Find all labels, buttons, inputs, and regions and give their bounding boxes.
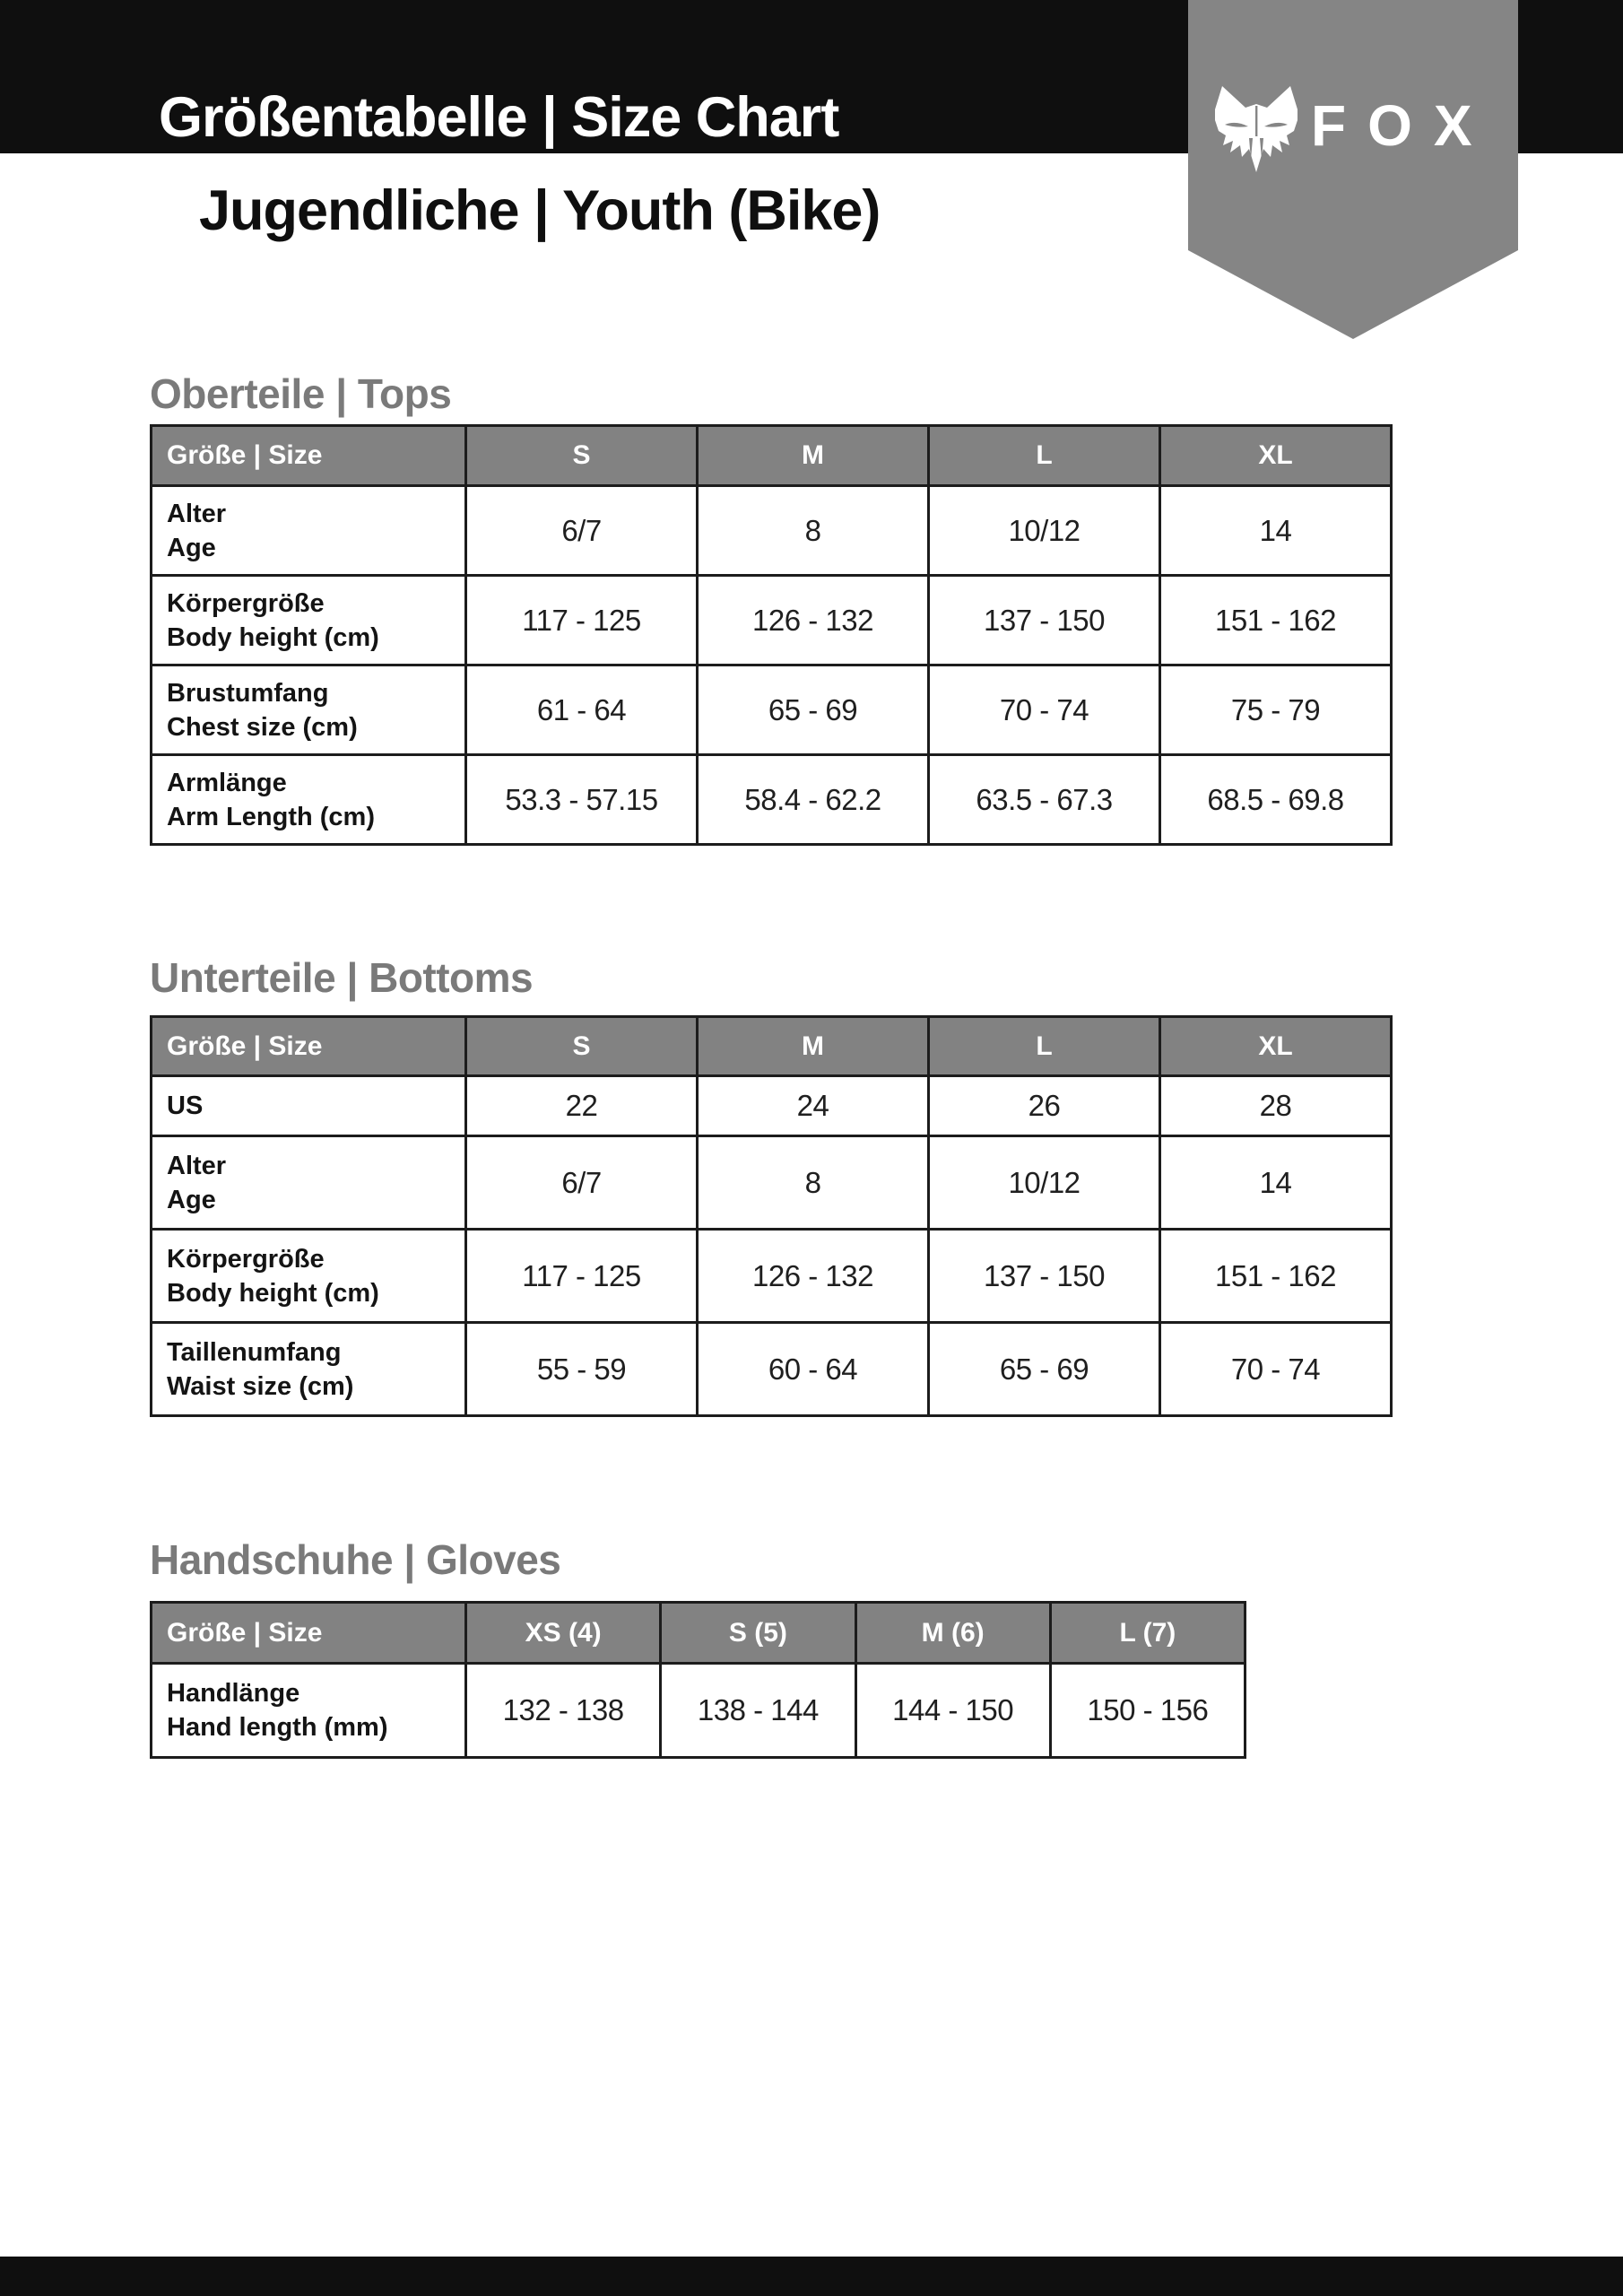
- value-cell: 132 - 138: [467, 1665, 659, 1756]
- header-cell: XL: [1161, 1018, 1390, 1074]
- value-cell: 26: [930, 1077, 1159, 1135]
- value-cell: 53.3 - 57.15: [467, 756, 696, 843]
- value-cell: 137 - 150: [930, 577, 1159, 664]
- value-cell: 8: [699, 1137, 927, 1228]
- size-table-gloves: [150, 1601, 1246, 1759]
- value-cell: 151 - 162: [1161, 1231, 1390, 1321]
- value-cell: 70 - 74: [930, 666, 1159, 753]
- header-cell: S (5): [662, 1604, 854, 1662]
- row-label-en: Waist size (cm): [167, 1371, 354, 1401]
- row-label-cell: [152, 1137, 464, 1228]
- header-cell: S: [467, 427, 696, 484]
- row-label-en: Age: [167, 1185, 216, 1214]
- header-cell: M: [699, 1018, 927, 1074]
- row-label-de: Körpergröße: [167, 588, 325, 618]
- header-cell: Größe | Size: [152, 1604, 464, 1662]
- page-title-line1: Größentabelle | Size Chart: [159, 86, 839, 149]
- row-label-de: Brustumfang: [167, 678, 329, 708]
- brand-wordmark: FOX: [1311, 93, 1494, 158]
- value-cell: 138 - 144: [662, 1665, 854, 1756]
- page-title-line2: Jugendliche | Youth (Bike): [199, 179, 881, 242]
- value-cell: 14: [1161, 1137, 1390, 1228]
- value-cell: 28: [1161, 1077, 1390, 1135]
- row-label-de: Handlänge: [167, 1679, 300, 1708]
- value-cell: 137 - 150: [930, 1231, 1159, 1321]
- row-label-de: Alter: [167, 499, 227, 528]
- header-cell: XS (4): [467, 1604, 659, 1662]
- value-cell: 63.5 - 67.3: [930, 756, 1159, 843]
- row-label-en: Age: [167, 533, 216, 562]
- row-label-en: Body height (cm): [167, 1278, 379, 1308]
- row-label-cell: [152, 1077, 464, 1135]
- value-cell: 117 - 125: [467, 1231, 696, 1321]
- row-label-cell: [152, 1665, 464, 1756]
- bottom-bar: [0, 2257, 1623, 2296]
- value-cell: 117 - 125: [467, 577, 696, 664]
- value-cell: 22: [467, 1077, 696, 1135]
- header-cell: XL: [1161, 427, 1390, 484]
- value-cell: 6/7: [467, 1137, 696, 1228]
- value-cell: 61 - 64: [467, 666, 696, 753]
- row-label-cell: [152, 487, 464, 574]
- row-label-cell: [152, 577, 464, 664]
- row-label-de: Körpergröße: [167, 1244, 325, 1274]
- section-heading-gloves: Handschuhe | Gloves: [150, 1536, 561, 1583]
- row-label-en: Body height (cm): [167, 622, 379, 652]
- value-cell: 10/12: [930, 1137, 1159, 1228]
- row-label-en: Hand length (mm): [167, 1713, 388, 1742]
- header-cell: Größe | Size: [152, 427, 464, 484]
- value-cell: 60 - 64: [699, 1324, 927, 1414]
- value-cell: 24: [699, 1077, 927, 1135]
- value-cell: 14: [1161, 487, 1390, 574]
- value-cell: 126 - 132: [699, 1231, 927, 1321]
- row-label-de: Alter: [167, 1151, 227, 1180]
- section-heading-tops: Oberteile | Tops: [150, 370, 452, 417]
- value-cell: 144 - 150: [857, 1665, 1049, 1756]
- row-label-en: Chest size (cm): [167, 712, 358, 742]
- value-cell: 8: [699, 487, 927, 574]
- value-cell: 55 - 59: [467, 1324, 696, 1414]
- row-label-de: US: [167, 1091, 204, 1120]
- value-cell: 6/7: [467, 487, 696, 574]
- row-label-de: Armlänge: [167, 768, 287, 797]
- value-cell: 75 - 79: [1161, 666, 1390, 753]
- row-label-cell: [152, 756, 464, 843]
- value-cell: 65 - 69: [699, 666, 927, 753]
- value-cell: 65 - 69: [930, 1324, 1159, 1414]
- value-cell: 126 - 132: [699, 577, 927, 664]
- header-cell: L (7): [1052, 1604, 1244, 1662]
- size-table-tops: [150, 424, 1393, 846]
- value-cell: 10/12: [930, 487, 1159, 574]
- header-cell: M: [699, 427, 927, 484]
- value-cell: 150 - 156: [1052, 1665, 1244, 1756]
- size-table-bottoms: [150, 1015, 1393, 1417]
- value-cell: 68.5 - 69.8: [1161, 756, 1390, 843]
- row-label-de: Taillenumfang: [167, 1337, 342, 1367]
- value-cell: 70 - 74: [1161, 1324, 1390, 1414]
- header-cell: Größe | Size: [152, 1018, 464, 1074]
- row-label-en: Arm Length (cm): [167, 802, 375, 831]
- header-cell: L: [930, 1018, 1159, 1074]
- value-cell: 58.4 - 62.2: [699, 756, 927, 843]
- row-label-cell: [152, 666, 464, 753]
- section-heading-bottoms: Unterteile | Bottoms: [150, 954, 534, 1001]
- row-label-cell: [152, 1324, 464, 1414]
- row-label-cell: [152, 1231, 464, 1321]
- value-cell: 151 - 162: [1161, 577, 1390, 664]
- header-cell: L: [930, 427, 1159, 484]
- header-cell: M (6): [857, 1604, 1049, 1662]
- header-cell: S: [467, 1018, 696, 1074]
- brand-pennant: [1188, 0, 1518, 341]
